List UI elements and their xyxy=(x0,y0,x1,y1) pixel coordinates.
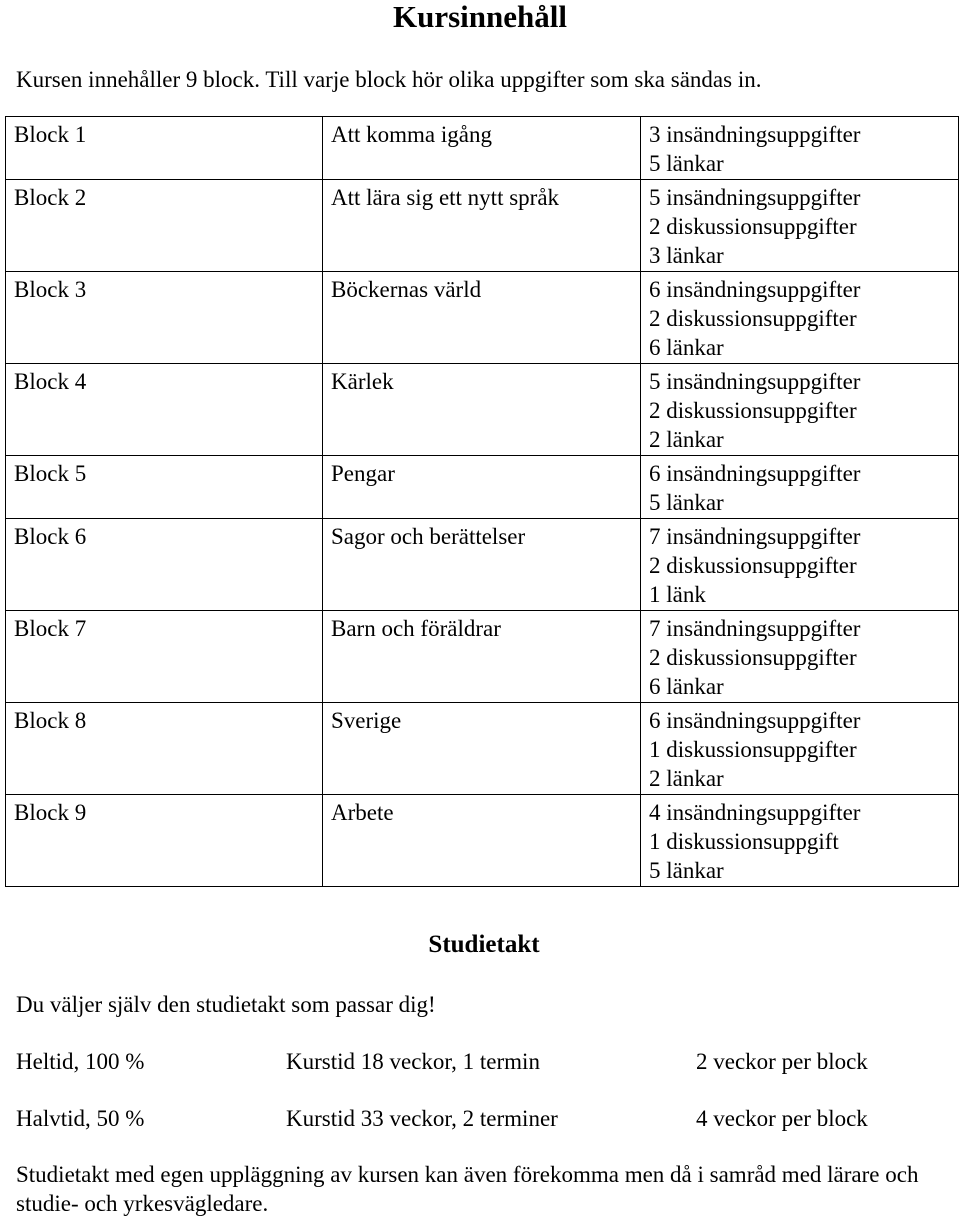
pace-per-block: 4 veckor per block xyxy=(696,1106,868,1131)
blocks-table-body xyxy=(6,117,959,887)
block-number: Block 7 xyxy=(6,611,323,703)
task-item: 2 diskussionsuppgifter xyxy=(649,645,857,670)
study-pace-note: Studietakt med egen uppläggning av kursen kan även förekomma men då i samråd med lärare och studie- och yrkesvägledare. xyxy=(16,1162,919,1216)
task-item: 5 länkar xyxy=(649,490,724,515)
block-row xyxy=(6,795,959,887)
block-row xyxy=(6,456,959,519)
block-theme: Arbete xyxy=(323,795,641,887)
blocks-table xyxy=(5,116,959,887)
pace-row-halftime xyxy=(16,1104,946,1133)
task-item: 2 diskussionsuppgifter xyxy=(649,553,857,578)
task-item: 4 insändningsuppgifter xyxy=(649,800,861,825)
block-number: Block 1 xyxy=(6,117,323,180)
task-item: 6 länkar xyxy=(649,335,724,360)
block-tasks xyxy=(641,456,959,519)
page-title: Kursinnehåll xyxy=(393,0,567,34)
task-item: 3 länkar xyxy=(649,243,724,268)
block-tasks xyxy=(641,703,959,795)
block-tasks xyxy=(641,795,959,887)
task-item: 1 länk xyxy=(649,582,706,607)
block-number: Block 6 xyxy=(6,519,323,611)
task-item: 5 insändningsuppgifter xyxy=(649,185,861,210)
task-item: 7 insändningsuppgifter xyxy=(649,524,861,549)
block-row xyxy=(6,611,959,703)
intro-text: Kursen innehåller 9 block. Till varje block hör olika uppgifter som ska sändas in. xyxy=(16,67,762,92)
block-theme: Böckernas värld xyxy=(323,272,641,364)
block-row xyxy=(6,364,959,456)
block-number: Block 4 xyxy=(6,364,323,456)
pace-duration: Kurstid 18 veckor, 1 termin xyxy=(286,1049,540,1074)
block-row xyxy=(6,180,959,272)
task-item: 5 länkar xyxy=(649,858,724,883)
study-pace-subtitle: Du väljer själv den studietakt som passar dig! xyxy=(16,992,436,1017)
task-item: 2 diskussionsuppgifter xyxy=(649,306,857,331)
block-theme: Sverige xyxy=(323,703,641,795)
block-theme: Pengar xyxy=(323,456,641,519)
task-item: 6 länkar xyxy=(649,674,724,699)
block-row xyxy=(6,272,959,364)
task-item: 3 insändningsuppgifter xyxy=(649,122,861,147)
block-row xyxy=(6,519,959,611)
task-item: 1 diskussionsuppgifter xyxy=(649,737,857,762)
block-theme: Att lära sig ett nytt språk xyxy=(323,180,641,272)
task-item: 6 insändningsuppgifter xyxy=(649,277,861,302)
block-theme: Att komma igång xyxy=(323,117,641,180)
block-tasks xyxy=(641,117,959,180)
block-number: Block 2 xyxy=(6,180,323,272)
task-item: 6 insändningsuppgifter xyxy=(649,708,861,733)
block-row xyxy=(6,117,959,180)
block-row xyxy=(6,703,959,795)
block-number: Block 5 xyxy=(6,456,323,519)
block-tasks xyxy=(641,180,959,272)
pace-mode: Halvtid, 50 % xyxy=(16,1106,145,1131)
task-item: 2 diskussionsuppgifter xyxy=(649,214,857,239)
block-tasks xyxy=(641,364,959,456)
block-theme: Kärlek xyxy=(323,364,641,456)
task-item: 6 insändningsuppgifter xyxy=(649,461,861,486)
block-tasks xyxy=(641,519,959,611)
task-item: 1 diskussionsuppgift xyxy=(649,829,839,854)
block-theme: Barn och föräldrar xyxy=(323,611,641,703)
pace-mode: Heltid, 100 % xyxy=(16,1049,145,1074)
pace-per-block: 2 veckor per block xyxy=(696,1049,868,1074)
block-number: Block 3 xyxy=(6,272,323,364)
task-item: 5 länkar xyxy=(649,151,724,176)
task-item: 2 diskussionsuppgifter xyxy=(649,398,857,423)
task-item: 2 länkar xyxy=(649,427,724,452)
block-tasks xyxy=(641,611,959,703)
task-item: 2 länkar xyxy=(649,766,724,791)
block-number: Block 9 xyxy=(6,795,323,887)
task-item: 5 insändningsuppgifter xyxy=(649,369,861,394)
block-tasks xyxy=(641,272,959,364)
pace-duration: Kurstid 33 veckor, 2 terminer xyxy=(286,1106,558,1131)
block-number: Block 8 xyxy=(6,703,323,795)
study-pace-title: Studietakt xyxy=(428,931,540,958)
task-item: 7 insändningsuppgifter xyxy=(649,616,861,641)
pace-row-fulltime xyxy=(16,1047,946,1076)
block-theme: Sagor och berättelser xyxy=(323,519,641,611)
